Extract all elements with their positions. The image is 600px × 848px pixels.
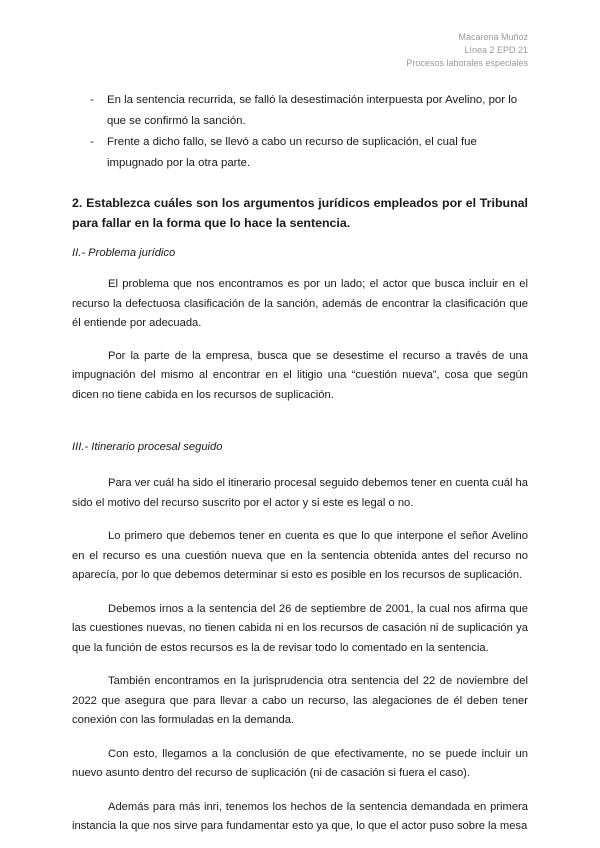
paragraph: Debemos irnos a la sentencia del 26 de septiembre de 2001, la cual nos afirma que las cuestiones nuevas, no tienen cabida ni en los recursos de casación ni de suplicación ya que la función de estos recursos es la de revisar todo lo comentado en la sentencia.: [72, 602, 528, 654]
subheading-problema-juridico: II.- Problema jurídico: [72, 247, 176, 259]
paragraph: Por la parte de la empresa, busca que se desestime el recurso a través de una impugnación del mismo al encontrar en el litigio una “cuestión nueva”, cosa que según dicen no tiene cabida en los recursos de suplicación.: [72, 349, 528, 401]
document-body: [72, 90, 528, 837]
paragraph: Además para más inri, tenemos los hechos de la sentencia demandada en primera instancia la que nos sirve para fundamentar esto ya que, lo que el actor puso sobre la mesa: [72, 800, 528, 832]
section-heading: 2. Establezca cuáles son los argumentos jurídicos empleados por el Tribunal para fallar en la forma que lo hace la sentencia.: [72, 196, 528, 230]
paragraph: Con esto, llegamos a la conclusión de que efectivamente, no se puede incluir un nuevo asunto dentro del recurso de suplicación (ni de casación si fuera el caso).: [72, 747, 528, 779]
bullet-text: Frente a dicho fallo, se llevó a cabo un recurso de suplicación, el cual fue impugnado por la otra parte.: [107, 136, 477, 169]
page-header: [406, 31, 528, 70]
subheading-itinerario-procesal: III.- Itinerario procesal seguido: [72, 441, 223, 453]
header-author: Macarena Muñoz: [458, 32, 528, 42]
list-item: [72, 132, 528, 174]
paragraph: Para ver cuál ha sido el itinerario procesal seguido debemos tener en cuenta cuál ha sido el motivo del recurso suscrito por el actor y si este es legal o no.: [72, 477, 528, 509]
bullet-dash: -: [90, 136, 94, 148]
bullet-text: En la sentencia recurrida, se falló la desestimación interpuesta por Avelino, por lo que se confirmó la sanción.: [107, 94, 518, 127]
paragraph: Lo primero que debemos tener en cuenta es que lo que interpone el señor Avelino en el recurso es una cuestión nueva que en la sentencia obtenida antes del recurso no aparecía, por lo que debemos determinar si esto es posible en los recursos de suplicación.: [72, 530, 528, 581]
header-subject: Procesos laborales especiales: [406, 58, 528, 68]
header-line: Línea 2 EPD 21: [464, 45, 528, 55]
paragraph: También encontramos en la jurisprudencia otra sentencia del 22 de noviembre del 2022 que asegura que para llevar a cabo un recurso, las alegaciones de él deben tener conexión con las formuladas en la demanda.: [72, 675, 528, 726]
bullet-dash: -: [90, 94, 94, 106]
list-item: [72, 90, 528, 132]
paragraph: El problema que nos encontramos es por un lado; el actor que busca incluir en el recurso la defectuosa clasificación de la sanción, además de encontrar la clasificación que él entiende por adecuada.: [72, 278, 528, 329]
bullet-list: [72, 90, 528, 174]
